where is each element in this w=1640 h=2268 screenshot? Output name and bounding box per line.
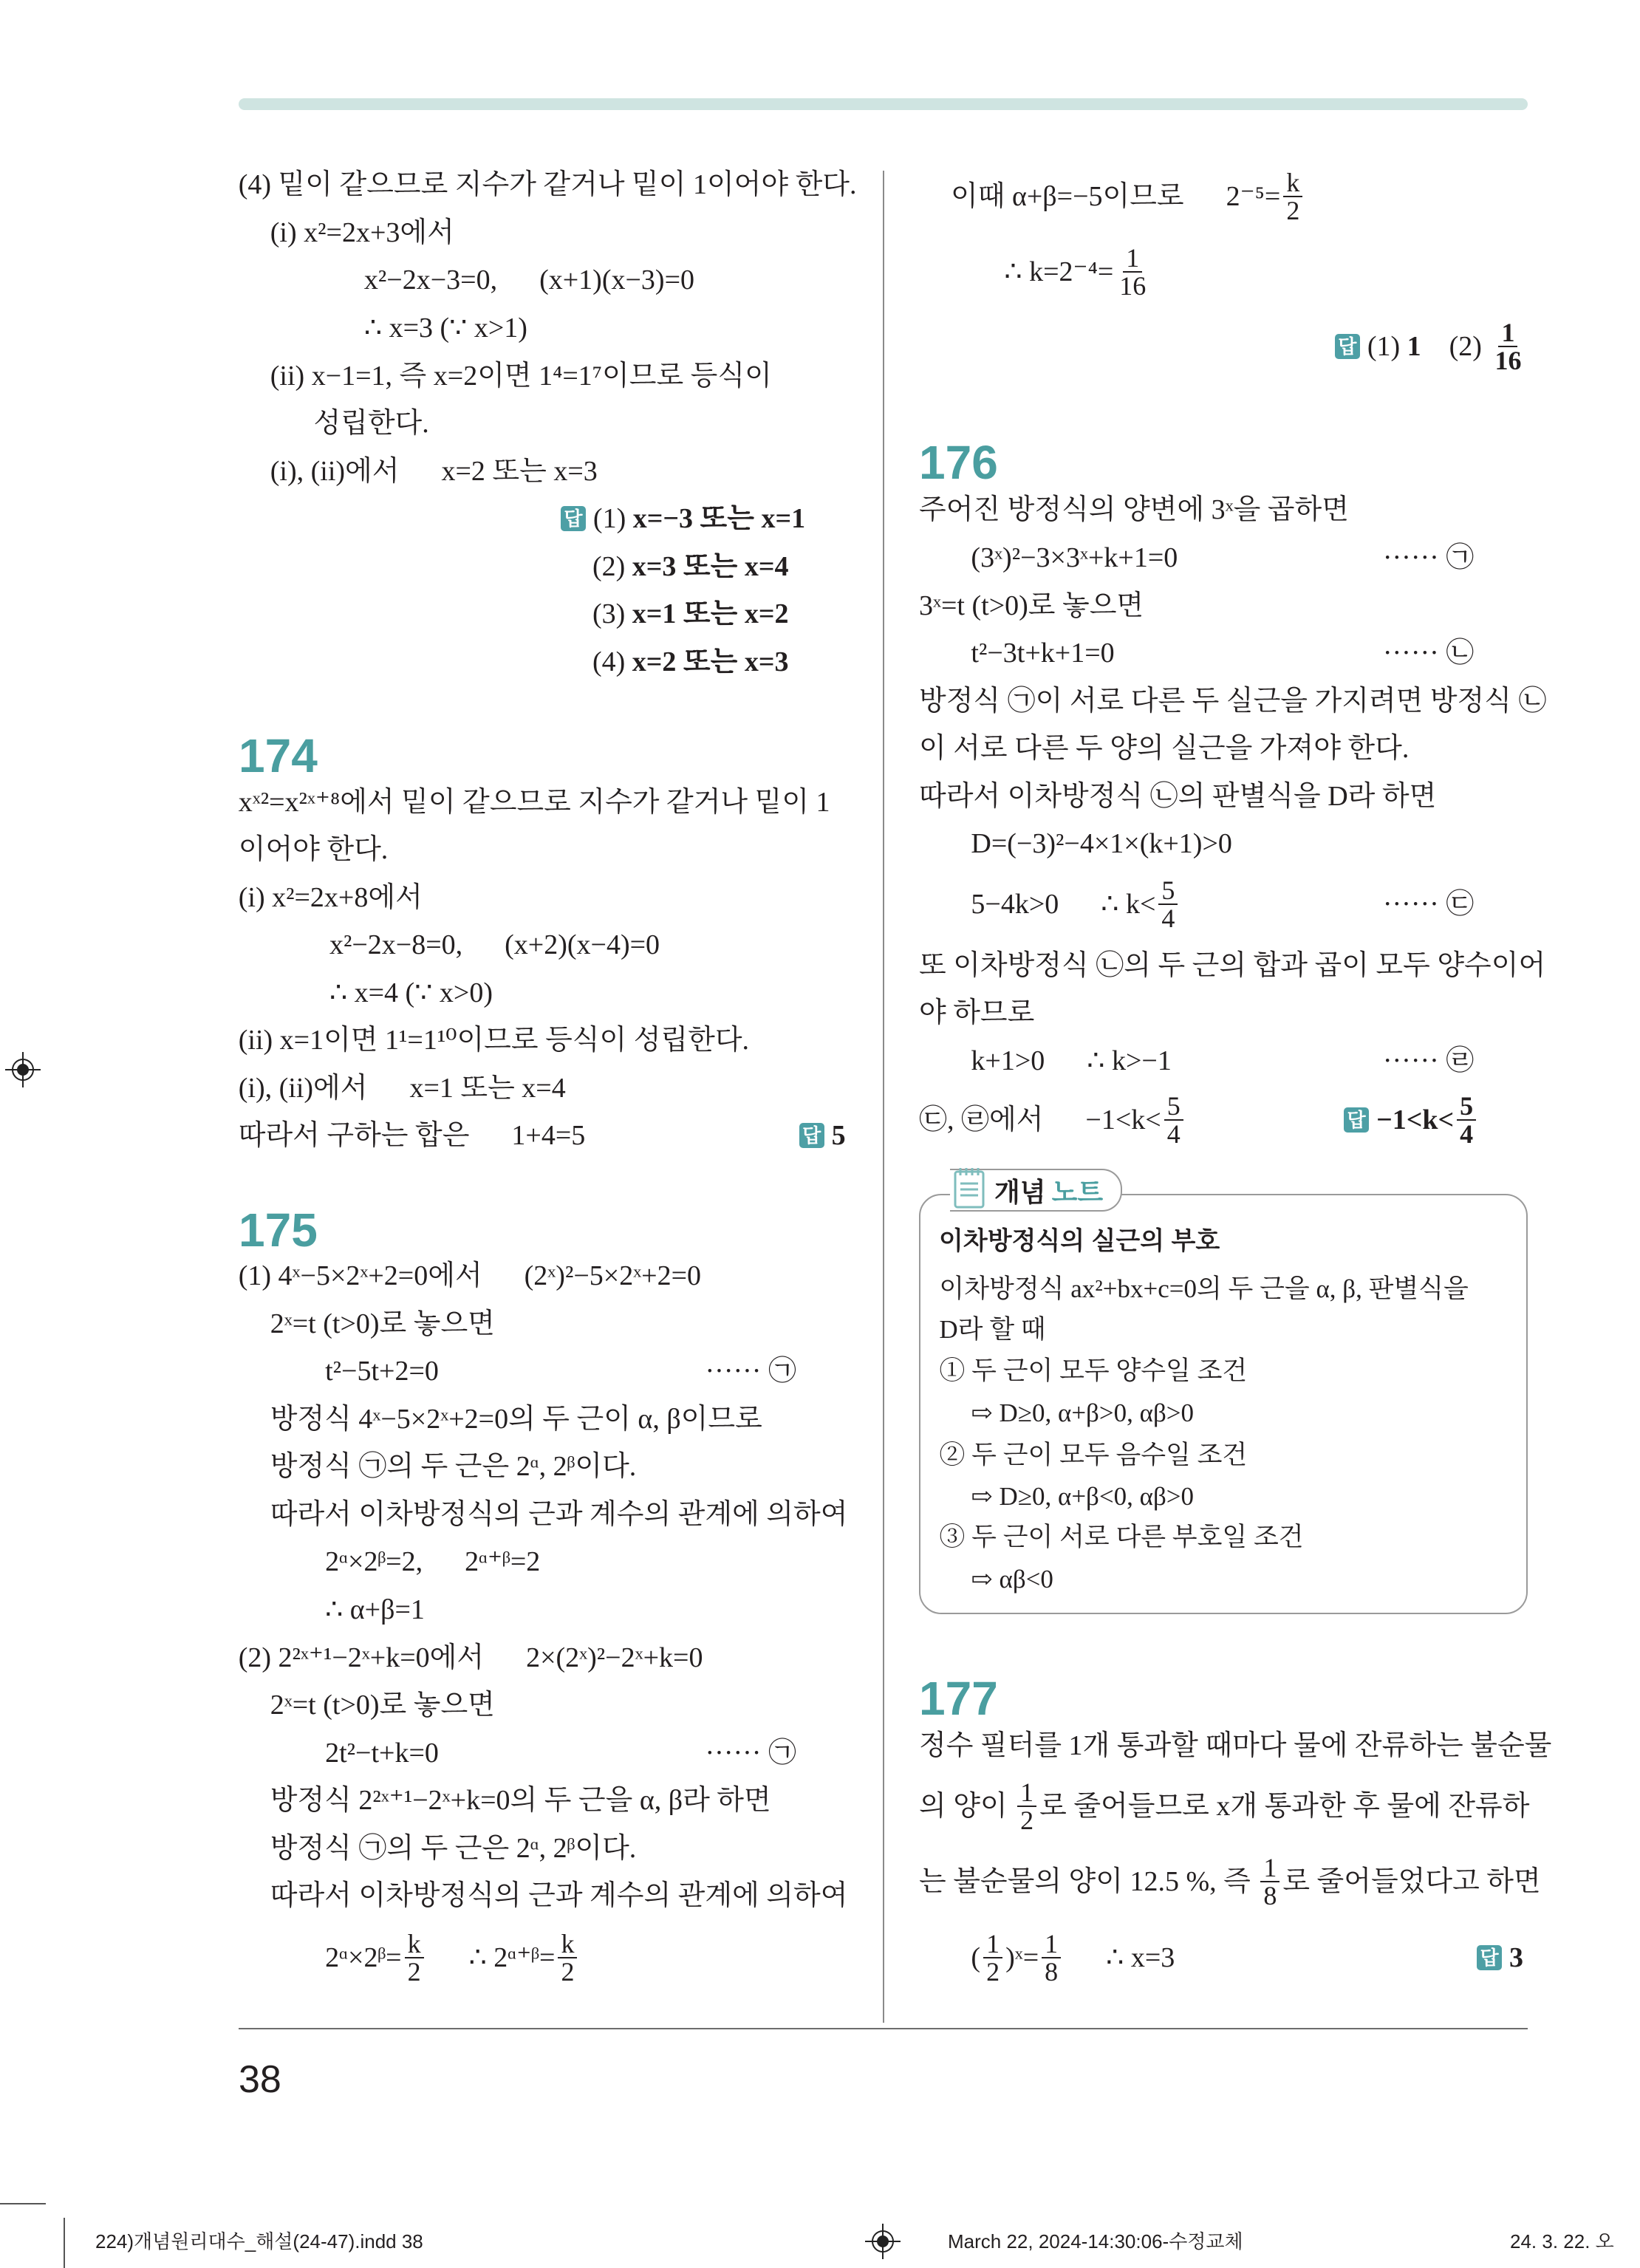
fraction-numerator: k	[1283, 169, 1302, 197]
text-segment: 2ᵅ×2ᵝ=	[325, 1942, 402, 1974]
text-line	[592, 543, 789, 590]
crop-mark	[64, 2218, 65, 2268]
text-segment: xˣ²=x²ˣ⁺⁸에서 밑이 같으므로 지수가 같거나 밑이 1	[238, 786, 830, 818]
text-segment: 방정식 ㉠이 서로 다른 두 실근을 가지려면 방정식 ㉡	[919, 685, 1547, 717]
text-segment: ⇨ αβ<0	[971, 1564, 1053, 1594]
text-line	[919, 1722, 1552, 1769]
fraction	[1164, 1090, 1183, 1149]
text-segment: ······ ㉡	[1382, 638, 1475, 669]
fraction	[405, 1930, 424, 1985]
fraction-denominator: 2	[561, 1957, 575, 1987]
text-line	[919, 677, 1547, 725]
fraction-denominator: 8	[1263, 1880, 1277, 1910]
text-segment: 따라서 이차방정식의 근과 계수의 관계에 의하여	[270, 1880, 848, 1912]
text-line	[939, 1514, 1303, 1561]
text-segment: 3ˣ=t (t>0)로 놓으면	[919, 590, 1144, 621]
fraction	[1042, 1930, 1061, 1985]
text-line	[270, 1300, 495, 1348]
text-line	[270, 209, 454, 256]
fraction-numerator: 5	[1158, 877, 1178, 905]
text-segment: ∴ α+β=1	[325, 1594, 425, 1625]
problem-number-177: 177	[919, 1672, 998, 1725]
text-segment: D라 할 때	[939, 1314, 1046, 1344]
problem-number-176: 176	[919, 436, 998, 489]
text-segment: ③ 두 근이 서로 다른 부호일 조건	[939, 1523, 1304, 1552]
text-segment: (	[971, 1942, 981, 1974]
text-segment: 이차방정식 ax²+bx+c=0의 두 근을 α, β, 판별식을	[939, 1274, 1469, 1303]
fraction-denominator: 2	[986, 1957, 1000, 1987]
text-segment: (2)	[1421, 331, 1489, 363]
text-segment: 성립한다.	[313, 408, 429, 440]
column-divider	[883, 171, 884, 2023]
text-line	[1300, 318, 1527, 376]
text-segment: 이때 α+β=−5이므로 2⁻⁵=	[951, 181, 1281, 213]
text-line	[939, 1348, 1247, 1395]
text-line	[239, 779, 848, 826]
text-segment: ······ ㉠	[705, 1356, 796, 1387]
text-segment: 방정식 4ˣ−5×2ˣ+2=0의 두 근이 α, β이므로	[270, 1403, 762, 1435]
fraction-denominator: 8	[1045, 1957, 1059, 1987]
top-decorative-bar	[239, 98, 1528, 110]
line-tail	[1383, 1037, 1474, 1085]
text-line	[270, 1872, 848, 1919]
text-segment: (1) 4ˣ−5×2ˣ+2=0에서 (2ˣ)²−5×2ˣ+2=0	[238, 1260, 702, 1292]
text-segment: (1)	[1367, 331, 1407, 363]
fraction	[1457, 1090, 1476, 1149]
text-line	[939, 1306, 1045, 1353]
text-segment: ∴ 2ᵅ⁺ᵝ=	[426, 1942, 556, 1974]
fraction-numerator: 1	[1123, 245, 1142, 273]
problem-number-174: 174	[239, 729, 318, 782]
text-segment: 정수 필터를 1개 통과할 때마다 물에 잔류하는 불순물	[919, 1729, 1552, 1761]
text-line	[270, 1491, 848, 1538]
text-line	[971, 1556, 1053, 1603]
fraction-numerator: k	[405, 1930, 424, 1958]
text-segment: 이 서로 다른 두 양의 실근을 가져야 한다.	[919, 733, 1410, 765]
footer-date: 24. 3. 22. 오	[1510, 2230, 1614, 2252]
answer-value: x=3 또는 x=4	[632, 550, 789, 582]
text-segment: (2) 2²ˣ⁺¹−2ˣ+k=0에서 2×(2ˣ)²−2ˣ+k=0	[238, 1642, 703, 1673]
text-line	[919, 1777, 1530, 1835]
text-line	[239, 1017, 749, 1064]
text-segment: 따라서 구하는 합은 1+4=5	[238, 1120, 586, 1152]
fraction-denominator: 16	[1494, 346, 1522, 376]
text-segment: )ˣ=	[1005, 1942, 1039, 1974]
notepad-icon	[953, 1166, 987, 1210]
fraction	[1017, 1779, 1036, 1834]
line-tail	[705, 1729, 796, 1777]
answer-value: 3	[1509, 1942, 1524, 1974]
text-line	[270, 1777, 848, 1824]
text-line	[325, 1929, 580, 1987]
line-tail	[799, 1112, 846, 1159]
answer-value: 1	[1407, 331, 1421, 363]
answer-value: x=1 또는 x=2	[632, 598, 789, 630]
text-segment: x²−2x−3=0, (x+1)(x−3)=0	[363, 264, 694, 296]
text-segment: 2ᵅ×2ᵝ=2, 2ᵅ⁺ᵝ=2	[325, 1546, 541, 1578]
text-segment: t²−5t+2=0	[325, 1356, 439, 1387]
concept-note-label-1: 개념	[994, 1176, 1046, 1207]
text-line	[919, 773, 1436, 820]
text-line	[239, 826, 389, 873]
line-tail	[1383, 629, 1474, 677]
line-tail	[705, 1348, 796, 1395]
fraction-numerator: 1	[1017, 1779, 1036, 1807]
fraction	[1260, 1854, 1279, 1909]
text-line	[270, 448, 598, 495]
line-tail	[1477, 1934, 1523, 1981]
text-line	[919, 582, 1144, 629]
line-tail	[1344, 1090, 1479, 1149]
text-segment: ······ ㉠	[705, 1737, 796, 1769]
text-segment: (2)	[592, 550, 632, 582]
answer-badge: 답	[799, 1123, 824, 1148]
text-segment: ∴ x=3 (∵ x>1)	[363, 312, 527, 344]
text-segment: 5−4k>0 ∴ k<	[971, 889, 1156, 920]
text-line	[329, 921, 660, 969]
text-segment: 따라서 이차방정식 ㉡의 판별식을 D라 하면	[919, 780, 1437, 812]
text-segment: ⇨ D≥0, α+β<0, αβ>0	[971, 1482, 1194, 1512]
text-line	[592, 638, 789, 686]
text-segment: 또 이차방정식 ㉡의 두 근의 합과 곱이 모두 양수이어	[919, 949, 1546, 981]
text-segment: t²−3t+k+1=0	[971, 638, 1115, 669]
crop-mark	[0, 2203, 46, 2204]
fraction	[1158, 877, 1178, 932]
text-line	[971, 1037, 1475, 1085]
text-line	[238, 1112, 846, 1159]
text-segment: 2ˣ=t (t>0)로 놓으면	[270, 1308, 495, 1339]
answer-badge: 답	[1344, 1107, 1369, 1133]
fraction-denominator: 16	[1119, 270, 1147, 301]
page-number: 38	[239, 2058, 281, 2101]
answer-badge: 답	[561, 506, 586, 531]
text-line	[592, 590, 789, 638]
fraction	[1116, 242, 1149, 301]
fraction	[983, 1930, 1002, 1985]
concept-note-label-2: 노트	[1051, 1176, 1104, 1207]
text-line	[329, 969, 493, 1017]
text-segment: (i) x²=2x+8에서	[238, 881, 423, 913]
concept-note-title: 이차방정식의 실근의 부호	[939, 1227, 1220, 1255]
answer-value: −1<k<	[1376, 1104, 1455, 1135]
text-segment: ∴ x=3	[1064, 1942, 1175, 1974]
text-segment: ① 두 근이 모두 양수일 조건	[939, 1356, 1248, 1386]
text-line	[919, 1852, 1541, 1910]
text-segment: D=(−3)²−4×1×(k+1)>0	[971, 828, 1232, 860]
text-segment: (ii) x−1=1, 즉 x=2이면 1⁴=1⁷이므로 등식이	[270, 360, 772, 392]
text-line	[939, 1432, 1247, 1479]
text-segment: x²−2x−8=0, (x+2)(x−4)=0	[329, 929, 660, 961]
text-line	[919, 1090, 1474, 1149]
text-line	[239, 1634, 703, 1681]
answer-badge: 답	[1477, 1945, 1502, 1970]
text-line	[313, 400, 428, 447]
registration-mark-icon	[865, 2224, 901, 2259]
text-segment: (3)	[592, 598, 632, 630]
text-segment: ∴ x=4 (∵ x>0)	[329, 977, 493, 1008]
text-segment: (1)	[592, 503, 633, 535]
fraction-numerator: 1	[983, 1930, 1002, 1958]
fraction-numerator: 1	[1260, 1854, 1279, 1882]
text-segment: 주어진 방정식의 양변에 3ˣ을 곱하면	[919, 494, 1349, 526]
text-segment: (i), (ii)에서 x=2 또는 x=3	[270, 455, 598, 487]
fraction-numerator: 1	[1498, 319, 1517, 347]
fraction-denominator: 4	[1460, 1118, 1474, 1149]
text-segment: (ii) x=1이면 1¹=1¹⁰이므로 등식이 성립한다.	[238, 1025, 750, 1056]
text-segment: 방정식 ㉠의 두 근은 2ᵅ, 2ᵝ이다.	[270, 1451, 637, 1483]
text-segment: ······ ㉠	[1382, 542, 1475, 574]
text-segment: (i), (ii)에서 x=1 또는 x=4	[238, 1072, 566, 1104]
text-segment: 로 줄어들었다고 하면	[1282, 1865, 1541, 1897]
fraction	[1492, 319, 1524, 374]
text-line	[951, 168, 1305, 226]
fraction-denominator: 2	[1020, 1806, 1034, 1835]
text-line	[919, 942, 1546, 989]
text-segment: 로 줄어들므로 x개 통과한 후 물에 잔류하	[1039, 1791, 1530, 1822]
text-line	[270, 1396, 848, 1443]
fraction	[558, 1930, 577, 1985]
bottom-rule	[239, 2028, 1528, 2029]
text-line	[325, 1538, 540, 1585]
fraction	[1283, 169, 1302, 224]
text-segment: 야 하므로	[919, 997, 1035, 1029]
line-tail	[1383, 534, 1474, 581]
answer-value: 5	[831, 1120, 846, 1152]
text-segment: 의 양이	[919, 1791, 1015, 1822]
fraction-denominator: 2	[407, 1957, 421, 1987]
text-line	[364, 256, 694, 304]
text-line	[971, 1390, 1194, 1437]
text-line	[270, 1681, 495, 1729]
fraction-denominator: 4	[1161, 904, 1175, 934]
text-line	[270, 1443, 637, 1490]
text-segment: (3ˣ)²−3×3ˣ+k+1=0	[971, 542, 1178, 574]
text-line	[971, 629, 1475, 677]
fraction-denominator: 4	[1166, 1118, 1181, 1149]
text-segment: ······ ㉢	[1382, 889, 1475, 920]
text-segment: 따라서 이차방정식의 근과 계수의 관계에 의하여	[270, 1498, 848, 1530]
text-segment: (4) 밑이 같으므로 지수가 같거나 밑이 1이어야 한다.	[238, 169, 857, 201]
text-line	[325, 1729, 796, 1777]
fraction-numerator: 5	[1457, 1093, 1476, 1121]
text-line	[971, 875, 1475, 934]
line-tail	[1383, 881, 1474, 928]
text-line	[325, 1586, 425, 1633]
fraction-numerator: k	[558, 1930, 577, 1958]
text-segment: ㉢, ㉣에서 −1<k<	[919, 1104, 1161, 1135]
text-line	[919, 486, 1349, 533]
problem-number-175: 175	[239, 1203, 318, 1257]
text-line	[239, 874, 423, 921]
text-line	[239, 1252, 701, 1299]
text-line	[1004, 242, 1152, 301]
fraction-numerator: 5	[1164, 1093, 1183, 1121]
fraction-denominator: 2	[1286, 196, 1300, 226]
text-line	[325, 1348, 796, 1395]
text-segment: 이어야 한다.	[238, 834, 389, 866]
text-line	[919, 989, 1034, 1036]
text-segment: 는 불순물의 양이 12.5 %, 즉	[919, 1865, 1258, 1897]
text-line	[971, 820, 1231, 867]
registration-mark-icon	[5, 1052, 41, 1087]
text-segment: k+1>0 ∴ k>−1	[971, 1045, 1172, 1076]
text-segment: ∴ k=2⁻⁴=	[1004, 256, 1114, 287]
footer-timestamp: March 22, 2024-14:30:06-수정교체	[948, 2230, 1243, 2252]
text-segment: 2t²−t+k=0	[325, 1737, 439, 1769]
text-segment: 방정식 ㉠의 두 근은 2ᵅ, 2ᵝ이다.	[270, 1832, 637, 1864]
text-line	[364, 304, 527, 352]
text-line	[270, 1825, 637, 1872]
text-segment: 2ˣ=t (t>0)로 놓으면	[270, 1690, 495, 1721]
footer-filename: 224)개념원리대수_해설(24-47).indd 38	[95, 2230, 423, 2252]
text-segment: (4)	[592, 646, 632, 677]
text-line	[919, 725, 1409, 772]
answer-badge: 답	[1335, 334, 1360, 359]
text-line	[239, 1065, 566, 1112]
text-segment: (i) x²=2x+3에서	[270, 216, 454, 248]
text-line	[270, 352, 848, 400]
text-segment: ② 두 근이 모두 음수일 조건	[939, 1440, 1248, 1469]
text-line	[971, 534, 1475, 581]
fraction-numerator: 1	[1042, 1930, 1061, 1958]
text-segment: ······ ㉣	[1382, 1045, 1475, 1076]
answer-value: x=−3 또는 x=1	[632, 503, 806, 535]
text-segment: ⇨ D≥0, α+β>0, αβ>0	[971, 1398, 1194, 1427]
text-line	[239, 161, 857, 208]
text-line	[971, 1929, 1524, 1987]
answer-value: x=2 또는 x=3	[632, 646, 789, 677]
text-segment: 방정식 2²ˣ⁺¹−2ˣ+k=0의 두 근을 α, β라 하면	[270, 1785, 771, 1817]
text-line	[561, 495, 805, 542]
